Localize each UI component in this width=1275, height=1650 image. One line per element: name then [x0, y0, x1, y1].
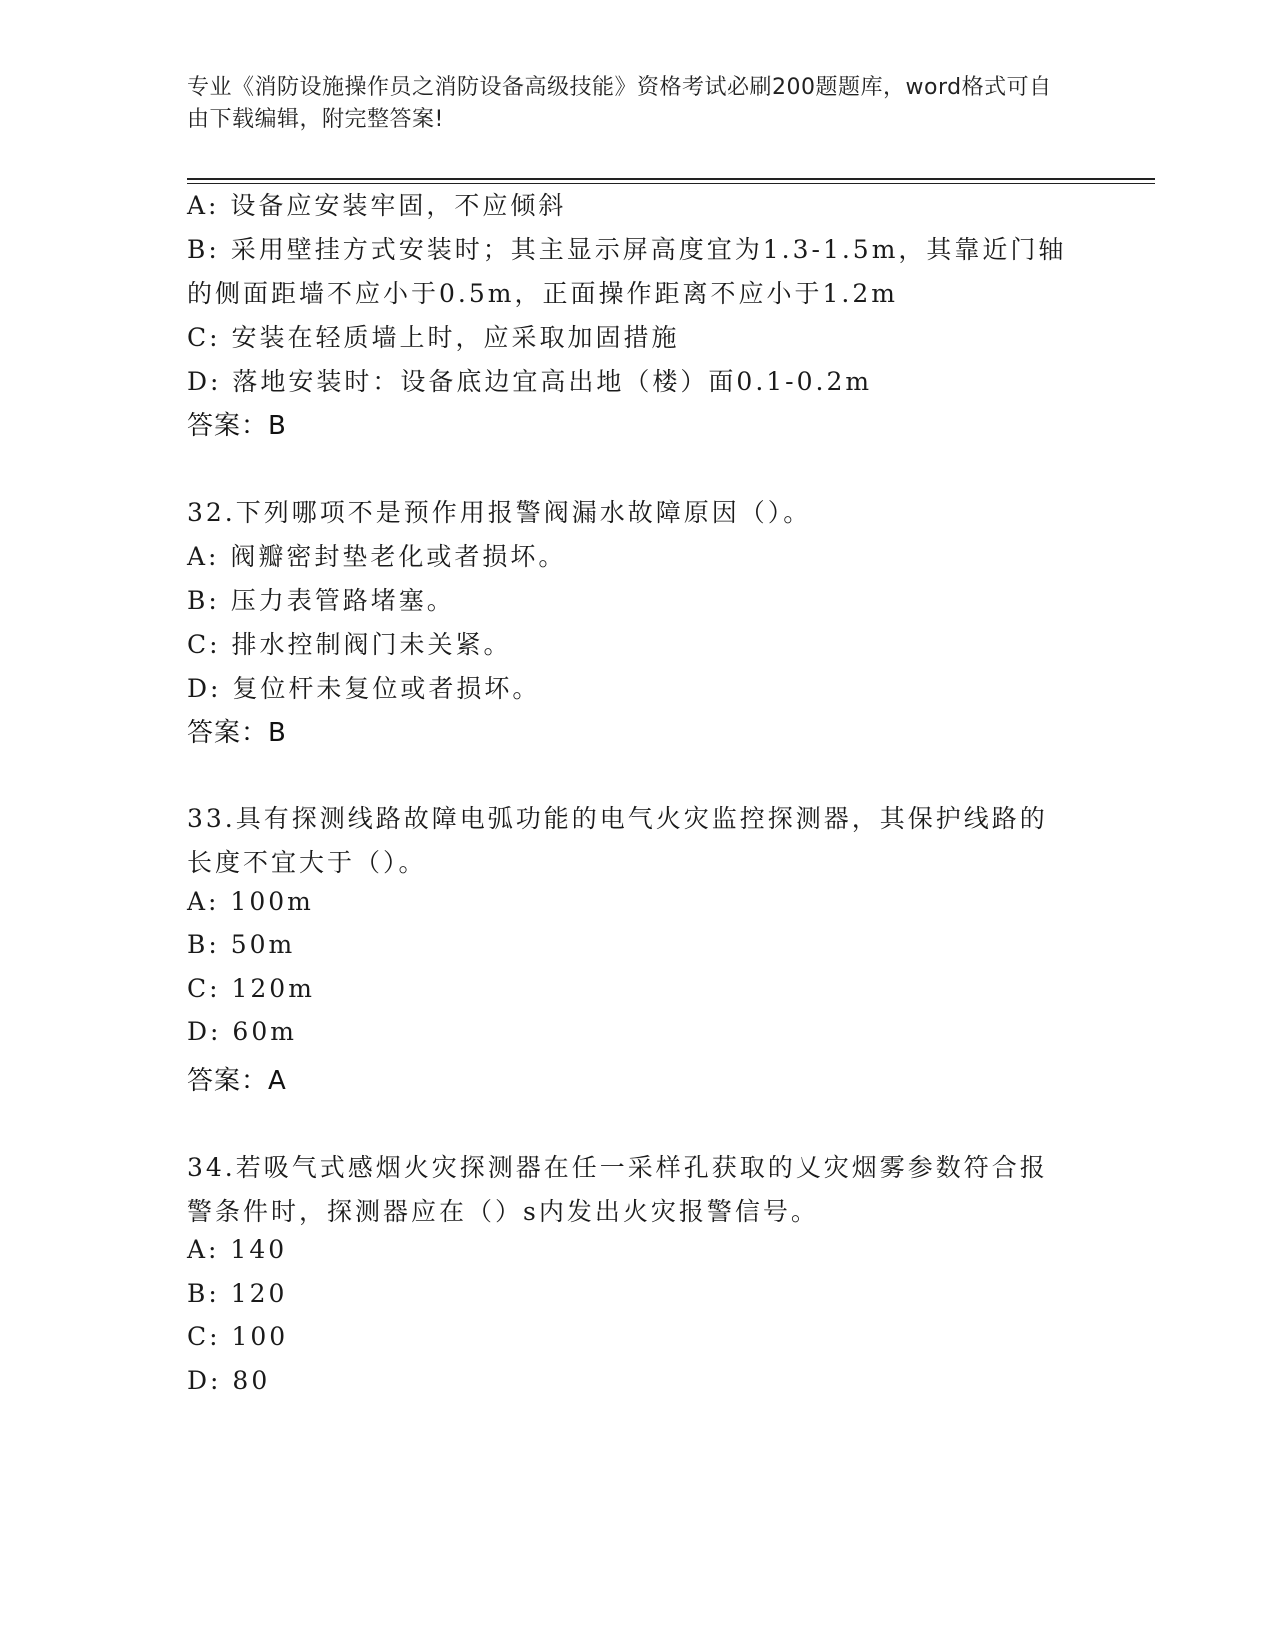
- header-divider-thin: [187, 183, 1155, 184]
- prev-option-d: D: 落地安装时：设备底边宜高出地（楼）面0.1-0.2m: [187, 367, 873, 396]
- prev-option-b-line1: B: 采用壁挂方式安装时；其主显示屏高度宜为1.3-1.5m，其靠近门轴: [187, 235, 1067, 264]
- q32-stem: 32.下列哪项不是预作用报警阀漏水故障原因（）。: [187, 498, 812, 527]
- document-header: 专业《消防设施操作员之消防设备高级技能》资格考试必刷200题题库，word格式可自由下载编辑，附完整答案!: [187, 75, 1052, 132]
- header-divider-thick: [187, 178, 1155, 180]
- q34-stem-line2: 警条件时，探测器应在（）s内发出火灾报警信号。: [187, 1197, 819, 1226]
- q32-option-c: C: 排水控制阀门未关紧。: [187, 630, 512, 659]
- q34-option-c: C: 100: [187, 1322, 289, 1351]
- prev-answer: 答案：B: [187, 411, 287, 441]
- q33-stem-line2: 长度不宜大于（）。: [187, 848, 427, 877]
- q33-option-d: D: 60m: [187, 1017, 297, 1046]
- q33-option-c: C: 120m: [187, 974, 315, 1003]
- q33-option-a: A: 100m: [187, 887, 314, 916]
- prev-option-c: C: 安装在轻质墙上时，应采取加固措施: [187, 323, 680, 352]
- q34-stem-line1: 34.若吸气式感烟火灾探测器在任一采样孔获取的乂灾烟雾参数符合报: [187, 1153, 1048, 1182]
- q32-option-b: B: 压力表管路堵塞。: [187, 586, 455, 615]
- q34-option-b: B: 120: [187, 1279, 288, 1308]
- q32-option-a: A: 阀瓣密封垫老化或者损坏。: [187, 542, 567, 571]
- q33-answer: 答案：A: [187, 1066, 287, 1096]
- q32-answer: 答案：B: [187, 718, 287, 748]
- q34-option-d: D: 80: [187, 1366, 271, 1395]
- q33-stem-line1: 33.具有探测线路故障电弧功能的电气火灾监控探测器，其保护线路的: [187, 804, 1048, 833]
- q32-option-d: D: 复位杆未复位或者损坏。: [187, 674, 541, 703]
- prev-option-b-line2: 的侧面距墙不应小于0.5m，正面操作距离不应小于1.2m: [187, 279, 898, 308]
- q33-option-b: B: 50m: [187, 930, 296, 959]
- prev-option-a: A: 设备应安装牢固，不应倾斜: [187, 191, 567, 220]
- q34-option-a: A: 140: [187, 1235, 288, 1264]
